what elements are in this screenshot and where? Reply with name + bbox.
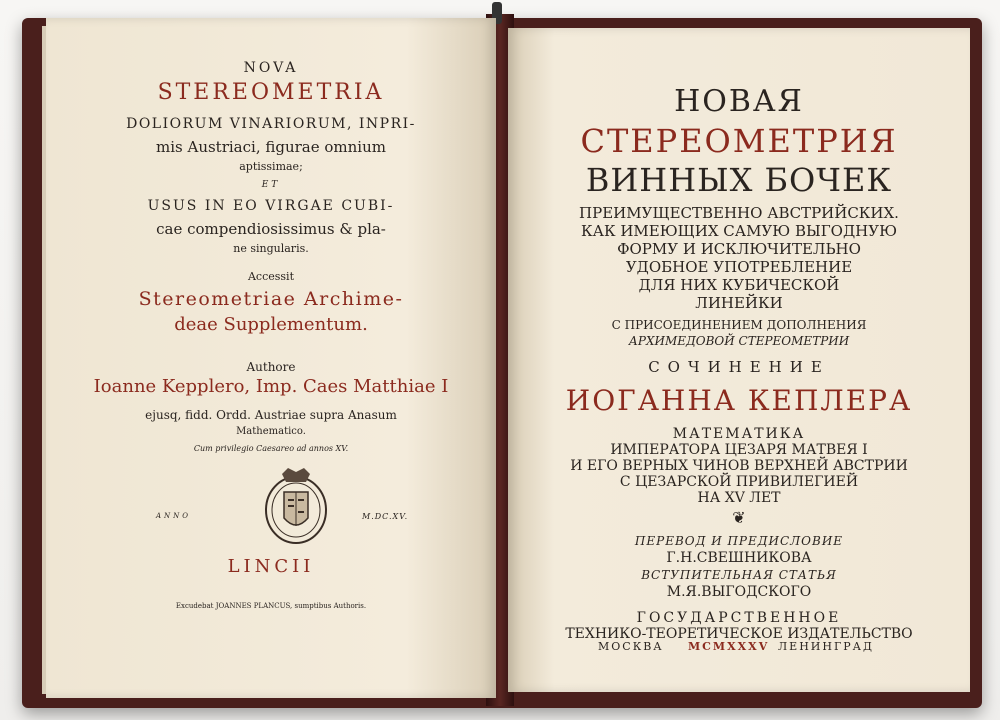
russian-title-stereometriya: СТЕРЕОМЕТРИЯ: [580, 122, 898, 160]
russian-publisher: ГОСУДАРСТВЕННОЕ: [636, 610, 842, 626]
latin-title-nova: NOVA: [243, 60, 299, 76]
right-page: [508, 28, 970, 692]
russian-supplement-line: С ПРИСОЕДИНЕНИЕМ ДОПОЛНЕНИЯ: [611, 318, 867, 332]
russian-title-vinnykh: ВИННЫХ БОЧЕК: [585, 161, 893, 199]
latin-subtitle-line: USUS IN EO VIRGAE CUBI-: [147, 198, 395, 214]
russian-description-line: ЛИНЕЙКИ: [695, 294, 783, 312]
latin-imprint: Excudebat JOANNES PLANCUS, sumptibus Authoris.: [175, 602, 367, 610]
latin-authore: Authore: [246, 360, 296, 374]
russian-description-line: ФОРМУ И ИСКЛЮЧИТЕЛЬНО: [617, 240, 861, 258]
latin-conjunction: ET: [261, 180, 281, 190]
russian-description-line: ПРЕИМУЩЕСТВЕННО АВСТРИЙСКИХ.: [579, 204, 899, 222]
russian-author-title: С ЦЕЗАРСКОЙ ПРИВИЛЕГИЕЙ: [619, 474, 859, 490]
russian-intro-author: М.Я.ВЫГОДСКОГО: [666, 584, 812, 600]
latin-author-title: Mathematico.: [236, 426, 306, 437]
russian-pub-year: MCMXXXV: [688, 640, 770, 653]
russian-intro-label: ВСТУПИТЕЛЬНАЯ СТАТЬЯ: [641, 568, 837, 582]
russian-author-title: И ЕГО ВЕРНЫХ ЧИНОВ ВЕРХНЕЙ АВСТРИИ: [570, 458, 908, 474]
latin-accessit: Accessit: [247, 270, 294, 283]
latin-author-name: Ioanne Kepplero, Imp. Caes Matthiae I: [93, 376, 449, 397]
latin-subtitle-line: DOLIORUM VINARIORUM, INPRI-: [126, 116, 416, 132]
russian-title-novaya: НОВАЯ: [674, 84, 804, 119]
russian-translator-name: Г.Н.СВЕШНИКОВА: [666, 550, 812, 566]
russian-description-line: УДОБНОЕ УПОТРЕБЛЕНИЕ: [625, 258, 853, 276]
russian-translator-label: ПЕРЕВОД И ПРЕДИСЛОВИЕ: [634, 534, 844, 548]
latin-subtitle-line: mis Austriaci, figurae omnium: [156, 138, 386, 156]
russian-city-leningrad: ЛЕНИНГРАД: [778, 640, 874, 653]
russian-supplement-line: АРХИМЕДОВОЙ СТЕРЕОМЕТРИИ: [628, 334, 850, 348]
latin-year: M.DC.XV.: [362, 512, 409, 521]
russian-author-name: ИОГАННА КЕПЛЕРА: [565, 384, 913, 417]
russian-description-line: КАК ИМЕЮЩИХ САМУЮ ВЫГОДНУЮ: [580, 222, 897, 240]
russian-author-title: НА XV ЛЕТ: [697, 490, 781, 506]
russian-author-title: МАТЕМАТИКА: [672, 426, 806, 442]
latin-supplement-title: Stereometriae Archime-: [138, 288, 404, 310]
latin-author-title: ejusq, fidd. Ordd. Austriae supra Anasum: [145, 408, 397, 422]
ornament-icon: ❦: [732, 508, 746, 527]
latin-supplement-title: deae Supplementum.: [174, 314, 368, 335]
latin-city: LINCII: [227, 556, 315, 577]
left-page: [46, 18, 496, 698]
russian-work-label: СОЧИНЕНИЕ: [648, 358, 830, 376]
russian-author-title: ИМПЕРАТОРА ЦЕЗАРЯ МАТВЕЯ I: [610, 442, 868, 458]
russian-description-line: ДЛЯ НИХ КУБИЧЕСКОЙ: [638, 276, 840, 294]
latin-subtitle-line: aptissimae;: [239, 160, 303, 173]
russian-city-moscow: МОСКВА: [598, 640, 664, 653]
russian-publisher: ТЕХНИКО-ТЕОРЕТИЧЕСКОЕ ИЗДАТЕЛЬСТВО: [565, 626, 913, 642]
latin-subtitle-line: cae compendiosissimus & pla-: [156, 220, 386, 238]
latin-anno: ANNO: [156, 512, 192, 520]
latin-title-stereometria: STEREOMETRIA: [157, 80, 385, 105]
coat-of-arms-emblem: [260, 466, 332, 546]
latin-subtitle-line: ne singularis.: [233, 242, 309, 255]
latin-privilege: Cum privilegio Caesareo ad annos XV.: [193, 444, 349, 453]
